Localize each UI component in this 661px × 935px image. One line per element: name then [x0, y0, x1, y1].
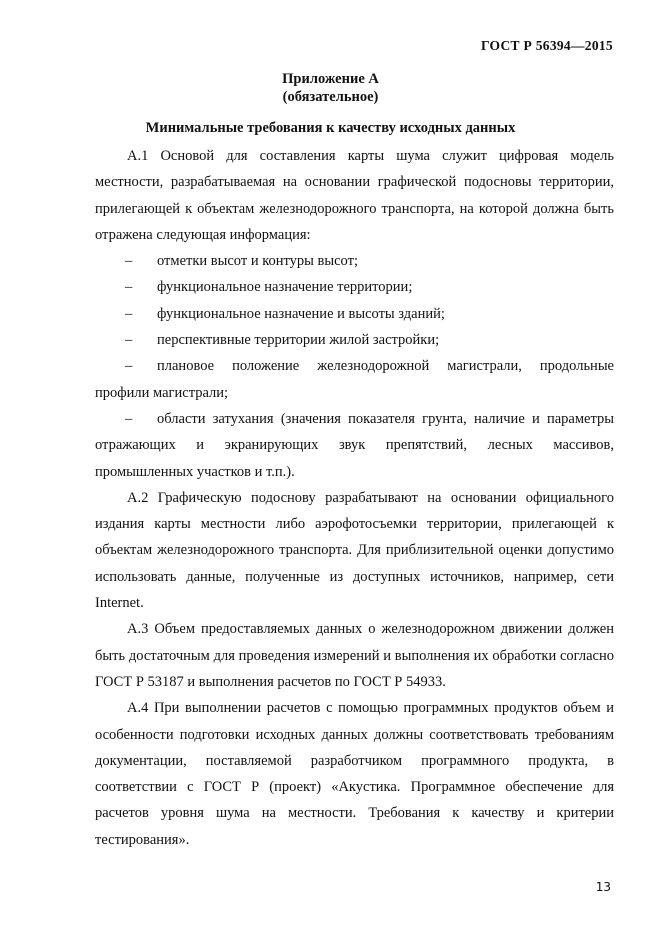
appendix-status: (обязательное)	[282, 89, 379, 105]
list-item	[95, 327, 614, 353]
section-title: Минимальные требования к качеству исходных данных	[145, 120, 516, 136]
list-dash: –	[125, 253, 133, 270]
list-item	[95, 406, 614, 485]
list-dash: –	[125, 279, 133, 296]
list-item-text: функциональное назначение и высоты зданий;	[157, 305, 445, 322]
list-item	[95, 353, 614, 406]
standard-code: ГОСТ Р 56394—2015	[480, 38, 613, 53]
list-dash: –	[125, 305, 133, 322]
list-item	[95, 301, 614, 327]
list-item	[95, 274, 614, 300]
list-item-text: перспективные территории жилой застройки;	[157, 332, 440, 349]
appendix-title: Приложение А	[282, 71, 379, 87]
document-body	[95, 143, 614, 853]
appendix-heading	[0, 70, 661, 106]
list-item-text: плановое положение железнодорожной магистрали, продольные профили магистрали;	[95, 358, 614, 401]
list-item-text: отметки высот и контуры высот;	[157, 253, 358, 270]
paragraph-a3: А.3 Объем предоставляемых данных о железнодорожном движении должен быть достаточным для проведения измерений и выполнения их обработки согласно ГОСТ Р 53187 и выполнения расчетов по ГОСТ Р 54933.	[95, 621, 614, 690]
list-item-text: области затухания (значения показателя грунта, наличие и параметры отражающих и экранирующих звук препятствий, лесных массивов, промышленных участков и т.п.).	[95, 410, 614, 480]
paragraph-a1: А.1 Основой для составления карты шума служит цифровая модель местности, разрабатываемая на основании графической подосновы территории, прилегающей к объектам железнодорожного транспорта, на которой должна быть отражена следующая информация:	[95, 148, 614, 243]
paragraph-a4: А.4 При выполнении расчетов с помощью программных продуктов объем и особенности подготовки исходных данных должны соответствовать требованиям документации, поставляемой разработчиком программного продукта, в соответствии с ГОСТ Р (проект) «Акустика. Программное обеспечение для расчетов уровня шума на местности. Требования к качеству и критерии тестирования».	[95, 700, 614, 848]
list-item-text: функциональное назначение территории;	[157, 279, 413, 296]
paragraph-a2: А.2 Графическую подоснову разрабатывают на основании официального издания карты местности либо аэрофотосъемки территории, прилегающей к объектам железнодорожного транспорта. Для приблизительной оценки допустимо использовать данные, полученные из доступных источников, например, сети Internet.	[95, 489, 614, 612]
list-dash: –	[125, 410, 133, 427]
page-number: 13	[595, 880, 611, 894]
list-dash: –	[125, 332, 133, 349]
list-dash: –	[125, 358, 133, 375]
list-item	[95, 248, 614, 274]
